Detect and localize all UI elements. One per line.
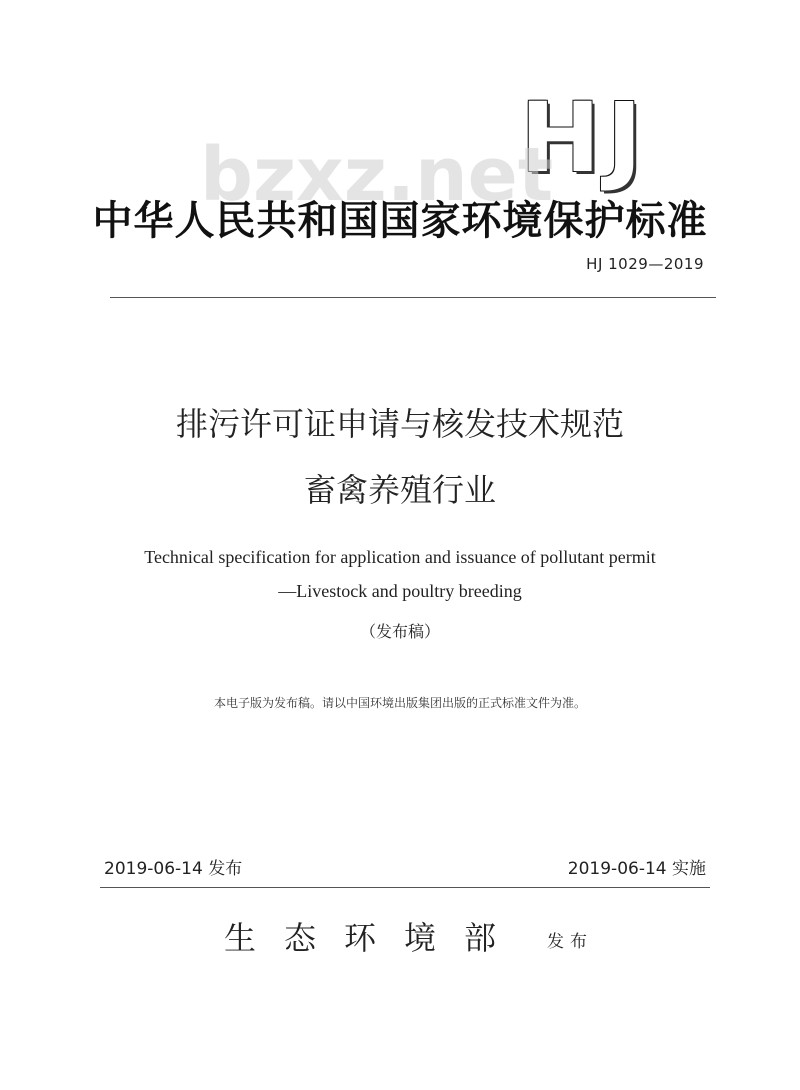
document-title-cn: 排污许可证申请与核发技术规范 xyxy=(175,405,624,443)
draft-label: （发布稿） xyxy=(359,622,440,641)
hj-logo: HJ xyxy=(520,82,649,194)
footer-divider xyxy=(100,887,710,888)
issuing-authority: 生态环境部 xyxy=(224,919,525,957)
edition-note: 本电子版为发布稿。请以中国环境出版集团出版的正式标准文件为准。 xyxy=(213,696,586,710)
implementation-date: 2019-06-14 实施 xyxy=(567,859,706,879)
watermark: bzxz.net xyxy=(200,132,554,218)
issue-date: 2019-06-14 发布 xyxy=(104,859,243,879)
standard-organization-title: 中华人民共和国国家环境保护标准 xyxy=(92,198,708,244)
issuing-authority-suffix: 发布 xyxy=(547,932,593,952)
document-title-en: Technical specification for application and issuance of pollutant permit xyxy=(144,547,656,567)
standard-code: HJ 1029—2019 xyxy=(586,255,704,273)
document-subtitle-en: —Livestock and poultry breeding xyxy=(278,581,522,601)
header-divider xyxy=(110,297,716,298)
document-subtitle-cn: 畜禽养殖行业 xyxy=(303,471,496,509)
